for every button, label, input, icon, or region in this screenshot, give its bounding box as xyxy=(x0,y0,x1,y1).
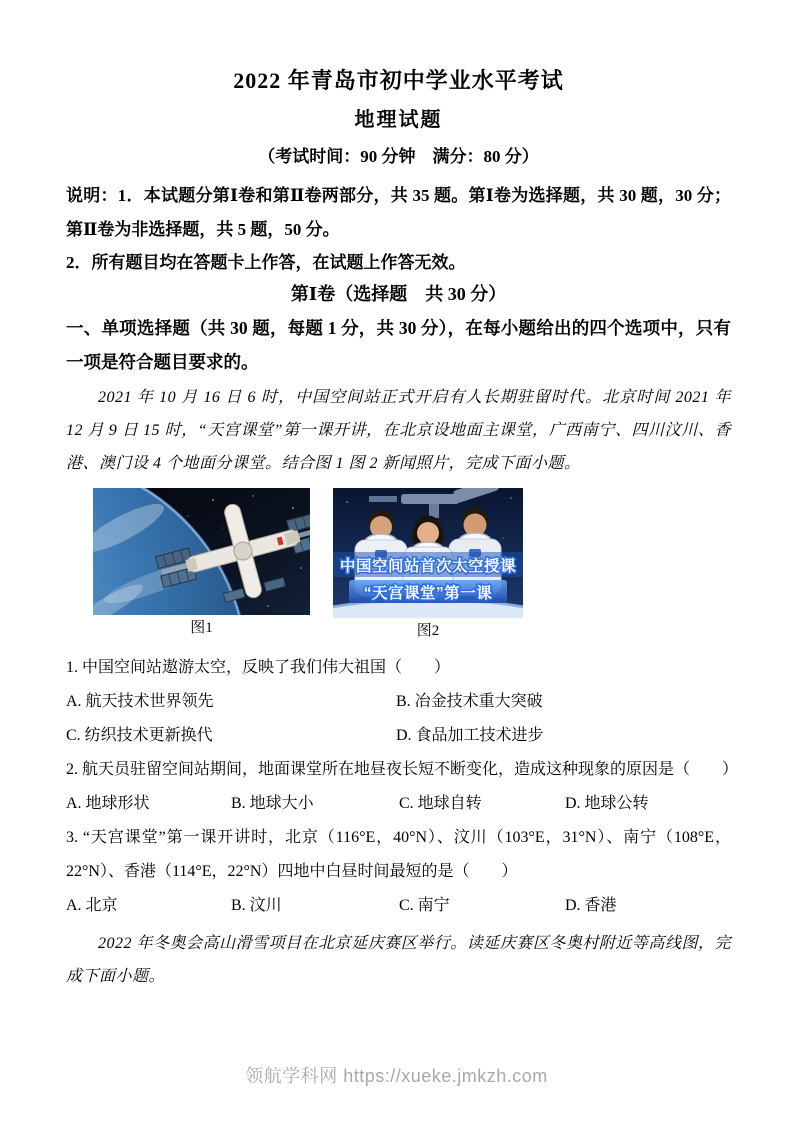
question-1-options-row1 xyxy=(66,685,731,719)
figure-2-block xyxy=(333,488,523,641)
question-1-option-a: A. 航天技术世界领先 xyxy=(66,693,214,710)
banner-text-line2: “天宫课堂”第一课 xyxy=(363,585,493,602)
question-2-option-c: C. 地球自转 xyxy=(399,795,482,812)
banner-line2 xyxy=(349,580,507,603)
space-station-orbit-image xyxy=(93,488,310,615)
question-3-option-b: B. 汶川 xyxy=(231,897,282,914)
astronauts-lesson-image xyxy=(333,488,523,618)
figures-row xyxy=(93,488,731,641)
part1-heading: 一、单项选择题（共 30 题，每题 1 分，共 30 分），在每小题给出的四个选项中，只有一项是符合题目要求的。 xyxy=(66,318,731,372)
question-1-options-row2 xyxy=(66,719,731,753)
section1-header: 第Ⅰ卷（选择题 共 30 分） xyxy=(290,284,507,304)
exam-info-line: （考试时间：90 分钟 满分：80 分） xyxy=(258,147,539,166)
question-2-options-row xyxy=(66,787,731,821)
figure-1-caption: 图1 xyxy=(190,620,213,636)
question-1-option-b: B. 冶金技术重大突破 xyxy=(396,693,543,710)
exam-notice-line1: 说明：1．本试题分第Ⅰ卷和第Ⅱ卷两部分，共 35 题。第Ⅰ卷为选择题，共 30 题，30 分；第Ⅱ卷为非选择题，共 5 题，50 分。 xyxy=(66,186,731,239)
question-1-option-c: C. 纺织技术更新换代 xyxy=(66,727,213,744)
question-3-option-d: D. 香港 xyxy=(565,897,617,914)
watermark-footer: 领航学科网 https://xueke.jmkzh.com xyxy=(245,1066,548,1086)
page-subtitle: 地理试题 xyxy=(354,109,443,131)
olympics-passage: 2022 年冬奥会高山滑雪项目在北京延庆赛区举行。读延庆赛区冬奥村附近等高线图，完成下面小题。 xyxy=(66,935,731,985)
page-title: 2022 年青岛市初中学业水平考试 xyxy=(233,68,564,93)
figure-2-caption: 图2 xyxy=(416,623,440,639)
question-3-option-a: A. 北京 xyxy=(66,897,118,914)
question-3-options-row xyxy=(66,889,731,923)
question-3-stem: 3. “天宫课堂”第一课开讲时，北京（116°E，40°N）、汶川（103°E，31°N）、南宁（108°E，22°N）、香港（114°E，22°N）四地中白昼时间最短的是（ ） xyxy=(66,829,731,880)
question-2-option-a: A. 地球形状 xyxy=(66,795,150,812)
exam-notice-line2: 2．所有题目均在答题卡上作答，在试题上作答无效。 xyxy=(66,253,466,272)
question-2-stem: 2. 航天员驻留空间站期间，地面课堂所在地昼夜长短不断变化，造成这种现象的原因是（ ） xyxy=(66,761,739,778)
intro-passage: 2021 年 10 月 16 日 6 时，中国空间站正式开启有人长期驻留时代。北京时间 2021 年 12 月 9 日 15 时，“天宫课堂”第一课开讲，在北京设地面主课堂，广西南宁、四川汶川、香港、澳门设 4 个地面分课堂。结合图 1 图 2 新闻照片，完成下面小题。 xyxy=(66,389,731,472)
question-2-option-b: B. 地球大小 xyxy=(231,795,314,812)
question-1-stem: 1. 中国空间站遨游太空，反映了我们伟大祖国（ ） xyxy=(66,659,451,676)
banner-line1 xyxy=(333,552,523,577)
figure-1-block xyxy=(93,488,310,638)
banner-text-line1: 中国空间站首次太空授课 xyxy=(339,558,517,575)
question-3-option-c: C. 南宁 xyxy=(399,897,450,914)
question-2-option-d: D. 地球公转 xyxy=(565,795,649,812)
question-1-option-d: D. 食品加工技术进步 xyxy=(396,727,544,744)
